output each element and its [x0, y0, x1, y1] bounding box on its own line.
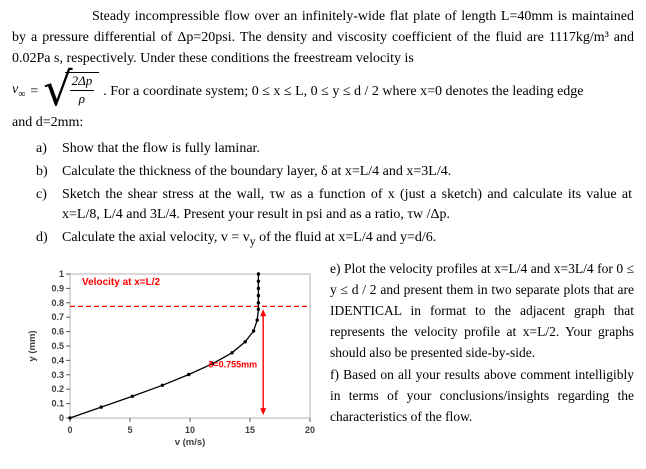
- x-tick-label: 0: [67, 424, 73, 435]
- data-point-marker: [256, 318, 259, 321]
- task-c-marker: c): [36, 187, 47, 202]
- velocity-curve: [70, 274, 258, 418]
- square-root: [43, 62, 99, 116]
- radical-glyph: √: [43, 62, 73, 116]
- y-tick-label: 0.9: [51, 283, 64, 294]
- y-tick-label: 1: [58, 268, 64, 279]
- x-tick-label: 15: [244, 424, 256, 435]
- task-b-text: Calculate the thickness of the boundary layer, δ at x=L/4 and x=3L/4.: [62, 164, 452, 179]
- boundary-layer-thickness-label: δ=0.755mm: [207, 359, 258, 370]
- x-axis-label: v (m/s): [174, 436, 206, 448]
- x-tick-label: 10: [184, 424, 196, 435]
- task-b-marker: b): [36, 164, 48, 179]
- task-e-text: Plot the velocity profiles at x=L/4 and x=3L/4 for 0 ≤ y ≤ d / 2 and present them in two separate plots that are IDENTICAL in format to the adjacent graph that represents the velocity profile at x=L/2. Your graphs should also be presented side-by-side.: [330, 260, 634, 360]
- y-tick-label: 0.3: [51, 369, 64, 380]
- side-task-column: [326, 258, 634, 453]
- x-tick-label: 5: [127, 424, 133, 435]
- task-f-text: Based on all your results above comment intelligibly in terms of your conclusions/insights regarding the characteristics of the flow.: [330, 366, 635, 424]
- task-d: [36, 228, 634, 252]
- task-c-text: Sketch the shear stress at the wall, τw as a function of x (just a sketch) and calculate its value at x=L/8, L/4 and 3L/4. Present your result in psi and as a ratio, τw /Δp.: [62, 187, 632, 222]
- task-list: [36, 139, 634, 252]
- y-tick-label: 0.8: [51, 297, 64, 308]
- data-point-marker: [252, 329, 255, 332]
- task-c: [36, 185, 634, 225]
- task-e: [330, 258, 634, 363]
- data-point-marker: [257, 279, 260, 282]
- velocity-chart-container: [12, 258, 326, 453]
- data-point-marker: [257, 272, 260, 275]
- task-e-marker: e): [330, 260, 341, 276]
- problem-statement: [12, 6, 634, 69]
- arrow-head-top: [260, 309, 266, 316]
- y-tick-label: 0.4: [51, 355, 64, 366]
- task-d-marker: d): [36, 230, 48, 245]
- data-point-marker: [100, 405, 103, 408]
- task-b: [36, 162, 634, 182]
- velocity-symbol: $v_\infty$: [12, 81, 26, 100]
- data-point-marker: [230, 351, 233, 354]
- task-d-text: Calculate the axial velocity, $v = v_y$ of the fluid at x=L/4 and y=d/6.: [62, 230, 437, 248]
- data-point-marker: [257, 294, 260, 297]
- task-f-marker: f): [330, 366, 339, 382]
- x-tick-label: 20: [304, 424, 316, 435]
- y-axis-label: y (mm): [27, 330, 38, 362]
- arrow-head-bottom: [260, 408, 266, 415]
- data-point-marker: [257, 307, 260, 310]
- task-a-marker: a): [36, 141, 47, 156]
- problem-statement-text: Steady incompressible flow over an infinitely-wide flat plate of length L=40mm is maintained by a pressure differential of Δp=20psi. The density and viscosity coefficient of the fluid are 1117kg/m³ and 0.02Pa s, respectively. Under these conditions the freestream velocity is: [12, 9, 634, 66]
- y-tick-label: 0.2: [51, 383, 64, 394]
- equals-sign: =: [30, 84, 39, 99]
- fraction-denominator: ρ: [78, 90, 86, 106]
- coordinate-system-text: . For a coordinate system; 0 ≤ x ≤ L, 0 ≤ y ≤ d / 2 where x=0 denotes the leading edge: [103, 84, 584, 99]
- data-point-marker: [131, 394, 134, 397]
- freestream-velocity-equation: [12, 62, 99, 116]
- closing-line: and d=2mm:: [12, 115, 84, 130]
- task-a-text: Show that the flow is fully laminar.: [62, 141, 260, 156]
- task-a: [36, 139, 634, 159]
- fraction: [65, 72, 100, 107]
- velocity-chart: [26, 262, 318, 448]
- y-tick-label: 0.5: [51, 340, 64, 351]
- subscript-y: y: [249, 234, 256, 248]
- fraction-numerator: 2Δp: [70, 74, 95, 91]
- bottom-section: [12, 258, 634, 453]
- y-tick-label: 0.6: [51, 326, 64, 337]
- data-point-marker: [257, 286, 260, 289]
- task-f: [330, 364, 634, 427]
- data-point-marker: [244, 340, 247, 343]
- y-tick-label: 0.1: [51, 398, 64, 409]
- y-tick-label: 0: [58, 412, 64, 423]
- y-tick-label: 0.7: [51, 311, 64, 322]
- data-point-marker: [187, 373, 190, 376]
- data-point-marker: [161, 383, 164, 386]
- data-point-marker: [257, 301, 260, 304]
- chart-title: Velocity at x=L/2: [82, 276, 161, 288]
- data-point-marker: [68, 416, 71, 419]
- equation-line: [12, 62, 634, 116]
- plot-area: [70, 274, 310, 418]
